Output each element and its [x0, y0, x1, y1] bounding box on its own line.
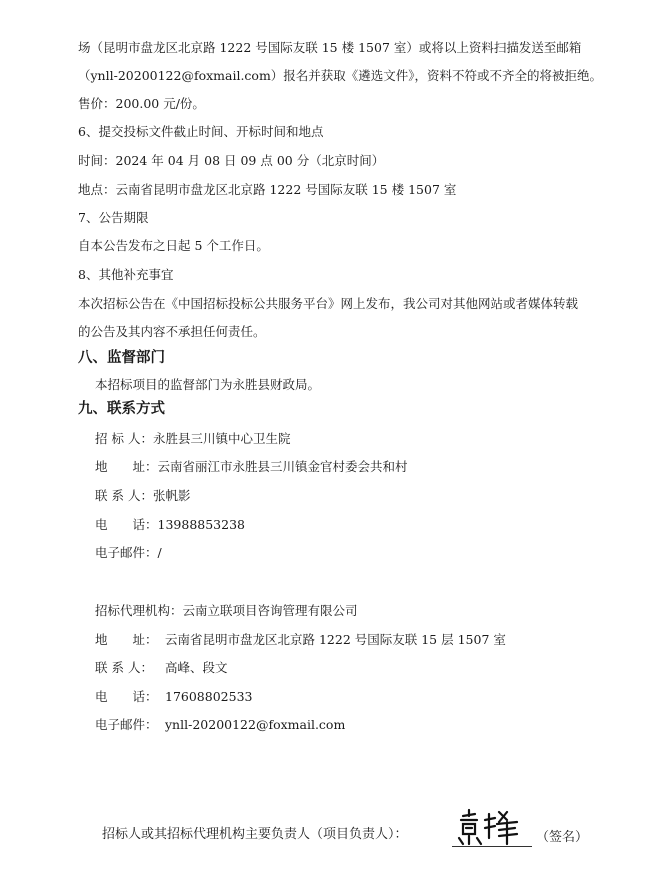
field-label: 招标代理机构： [95, 603, 183, 618]
section-8-title: 8、其他补充事宜 [78, 267, 174, 282]
tenderer-email-row [95, 545, 162, 561]
section-7-title: 7、公告期限 [78, 210, 149, 225]
field-label: 电 话： [95, 689, 158, 704]
section-8-text-1: 本次招标公告在《中国招标投标公共服务平台》网上发布，我公司对其他网站或者媒体转载 [78, 296, 579, 311]
section-8-text-2: 的公告及其内容不承担任何责任。 [78, 324, 266, 339]
field-value: / [157, 545, 162, 560]
paragraph-price: 售价：200.00 元/份。 [78, 96, 205, 111]
field-label: 电子邮件： [95, 545, 158, 560]
field-value: 张帆影 [152, 488, 191, 503]
section-6-time: 时间：2024 年 04 月 08 日 09 点 00 分（北京时间） [78, 153, 385, 168]
field-value: 高峰、段文 [165, 660, 228, 675]
signature-underline [452, 846, 532, 847]
paragraph-registration-address: 场（昆明市盘龙区北京路 1222 号国际友联 15 楼 1507 室）或将以上资料扫描发送至邮箱 [78, 40, 582, 55]
field-value: 17608802533 [165, 689, 253, 704]
agent-contact-row [95, 660, 228, 676]
tenderer-phone-row [95, 517, 245, 533]
field-value: 云南省丽江市永胜县三川镇金官村委会共和村 [157, 459, 408, 474]
handwritten-signature [455, 808, 530, 848]
tenderer-name-row [95, 431, 290, 447]
section-6-title: 6、提交投标文件截止时间、开标时间和地点 [78, 124, 324, 139]
signature-prompt: 招标人或其招标代理机构主要负责人（项目负责人）： [102, 827, 408, 842]
paragraph-registration-email: （ynll-20200122@foxmail.com）报名并获取《遴选文件》，资料不符或不齐全的将被拒绝。 [78, 68, 603, 83]
field-value: 13988853238 [157, 517, 245, 532]
field-label: 电 话： [95, 517, 158, 532]
agent-phone-row [95, 689, 252, 705]
field-value: 云南立联项目咨询管理有限公司 [182, 603, 358, 618]
field-label: 联 系 人： [95, 488, 153, 503]
field-label: 联 系 人： [95, 660, 153, 675]
signature-suffix: （签名） [536, 830, 589, 845]
field-value: 云南省昆明市盘龙区北京路 1222 号国际友联 15 层 1507 室 [165, 632, 506, 647]
tenderer-contact-row [95, 488, 190, 504]
field-label: 电子邮件： [95, 717, 158, 732]
heading-supervision: 八、监督部门 [78, 350, 165, 366]
agent-email-row [95, 717, 345, 733]
agent-name-row [95, 603, 358, 619]
field-label: 地 址： [95, 459, 158, 474]
section-6-place: 地点：云南省昆明市盘龙区北京路 1222 号国际友联 15 楼 1507 室 [78, 182, 457, 197]
field-label: 地 址： [95, 632, 158, 647]
agent-address-row [95, 632, 506, 648]
heading-contact: 九、联系方式 [78, 401, 165, 417]
tenderer-address-row [95, 459, 408, 475]
field-value: ynll-20200122@foxmail.com [165, 717, 346, 732]
supervision-text: 本招标项目的监督部门为永胜县财政局。 [95, 377, 321, 392]
section-7-text: 自本公告发布之日起 5 个工作日。 [78, 238, 269, 253]
field-value: 永胜县三川镇中心卫生院 [152, 431, 291, 446]
field-label: 招 标 人： [95, 431, 153, 446]
